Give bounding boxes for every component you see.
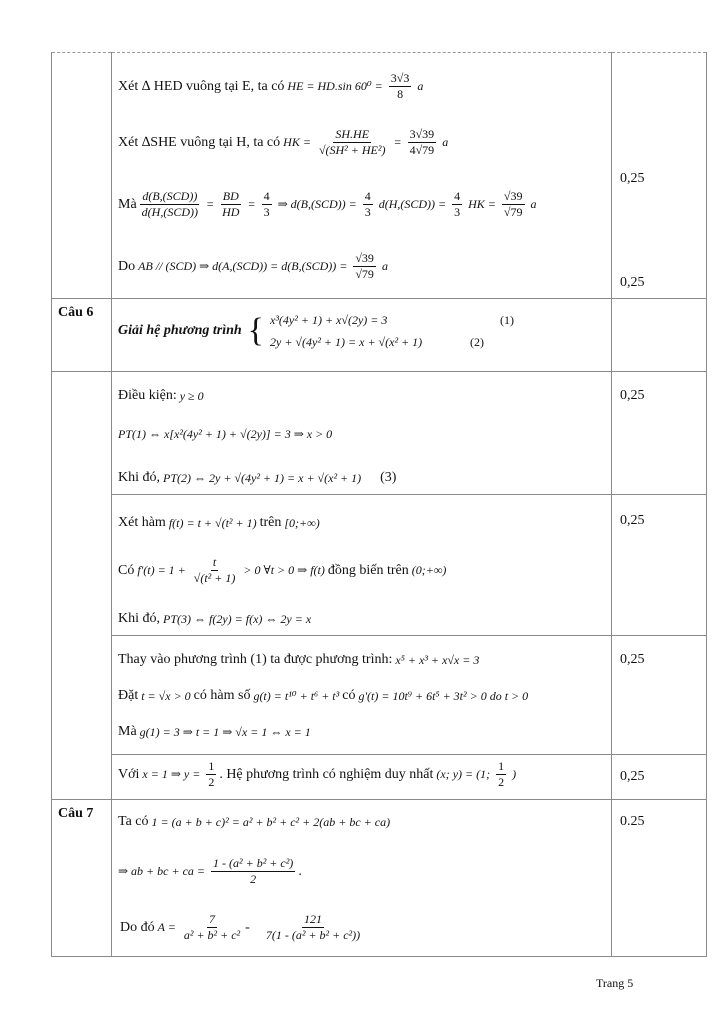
math: PT(1) ⇔ x[x²(4y² + 1) + √(2y)] = 3 ⇒ x > 0 (118, 427, 333, 441)
math: HK = (468, 197, 496, 211)
math: g(t) = t¹⁰ + t⁶ + t³ (253, 688, 340, 703)
fraction (317, 127, 388, 158)
score-cell (612, 495, 707, 636)
score: 0.25 (620, 814, 645, 829)
numerator: SH.HE (335, 127, 370, 141)
math: f(t) = t + √(t² + 1) (168, 515, 257, 530)
score-cell (612, 299, 707, 372)
content-cell (112, 495, 612, 636)
line (118, 189, 540, 220)
line (118, 251, 391, 282)
math: d(H,(SCD)) = (378, 197, 447, 211)
content-cell (112, 372, 612, 495)
denominator: HD (222, 205, 240, 219)
math: f'(t) = 1 + (137, 563, 186, 577)
text: Khi đó, (118, 611, 160, 626)
text: Khi đó, (118, 470, 160, 485)
numerator: 7 (209, 912, 215, 926)
numerator: 4 (364, 189, 371, 203)
score-cell (612, 372, 707, 495)
equation (267, 331, 517, 353)
numerator: √39 (503, 189, 523, 203)
numerator: 3√3 (390, 71, 410, 85)
numerator: √39 (355, 251, 374, 265)
denominator: 3 (454, 205, 461, 219)
line (118, 71, 426, 102)
line (120, 912, 365, 943)
denominator: 4√79 (409, 143, 435, 157)
text: . Hệ phương trình có nghiệm duy nhất (219, 766, 434, 782)
content-cell (112, 299, 612, 372)
denominator: √79 (503, 205, 523, 219)
math: A = (157, 920, 176, 934)
math: (0;+∞) (411, 563, 447, 577)
text: Mà (118, 196, 137, 212)
denominator: 3 (263, 205, 270, 219)
math: HK = (283, 135, 311, 149)
denominator: a² + b² + c² (183, 928, 241, 942)
math: (x; y) = (1; (436, 767, 491, 781)
math: g'(t) = 10t⁹ + 6t⁵ + 3t² > 0 do t > 0 (358, 688, 529, 703)
math: g(1) = 3 ⇒ t = 1 ⇒ √x = 1 ⇔ x = 1 (139, 724, 311, 739)
text: đồng biến trên (327, 562, 409, 578)
fraction (140, 189, 200, 220)
line (118, 814, 393, 830)
score-cell (612, 800, 707, 957)
fraction (262, 189, 272, 220)
question-cell (52, 372, 112, 800)
denominator: 3 (364, 205, 371, 219)
math: ⇒ ab + bc + ca = (118, 864, 205, 878)
math: a (417, 79, 424, 93)
math: [0;+∞) (284, 515, 320, 530)
numerator: 1 (208, 759, 215, 773)
numerator: 1 - (a² + b² + c²) (213, 856, 294, 870)
solution-table (51, 52, 707, 957)
text: Có (118, 562, 135, 578)
text: Xét ∆SHE vuông tại H, ta có (118, 134, 281, 150)
line (118, 688, 531, 704)
math: x⁵ + x³ + x√x = 3 (395, 652, 480, 667)
math: AB // (SCD) ⇒ d(A,(SCD)) = d(B,(SCD)) = (138, 259, 348, 273)
denominator: √79 (355, 267, 374, 281)
text: có hàm số (193, 688, 251, 703)
math: 2y + √(4y² + 1) = x + √(x² + 1) (270, 335, 423, 349)
denominator: 7(1 - (a² + b² + c²)) (265, 928, 361, 942)
numerator: BD (222, 189, 239, 203)
line (118, 515, 323, 531)
numerator: d(B,(SCD)) (142, 189, 198, 203)
fraction (220, 189, 241, 220)
brace: { (247, 312, 264, 349)
equation-tag: (3) (380, 470, 397, 485)
fraction (452, 189, 462, 220)
equation-system (248, 309, 517, 353)
text: Xét ∆ HED vuông tại E, ta có (118, 78, 285, 94)
content-cell (112, 636, 612, 755)
score: 0,25 (620, 388, 645, 403)
fraction (353, 251, 376, 282)
score: 0,25 (620, 513, 645, 528)
line (118, 759, 519, 790)
numerator: 4 (263, 189, 270, 203)
fraction (182, 912, 242, 943)
line (118, 309, 517, 353)
text: Thay vào phương trình (1) ta được phương trình: (118, 652, 393, 667)
table-row (52, 800, 707, 957)
numerator: t (212, 555, 217, 569)
math: ⇒ d(B,(SCD)) = (277, 197, 357, 211)
math: HE = HD.sin 60⁰ = (287, 79, 383, 93)
question-cell (52, 53, 112, 299)
problem-title: Giải hệ phương trình (118, 323, 242, 338)
math: a (381, 259, 388, 273)
table-row (52, 53, 707, 299)
table-row (52, 495, 707, 636)
content-cell (112, 800, 612, 957)
table-row (52, 755, 707, 800)
score: 0,25 (620, 769, 645, 784)
score-cell (612, 755, 707, 800)
math: PT(2) ⇔ 2y + √(4y² + 1) = x + √(x² + 1) (163, 470, 362, 485)
score: 0,25 (620, 652, 645, 667)
numerator: 1 (498, 759, 505, 773)
line (118, 470, 396, 486)
denominator: √(t² + 1) (193, 571, 236, 585)
denominator: 8 (397, 87, 404, 101)
score-cell (612, 53, 707, 299)
text: Với (118, 766, 140, 782)
denominator: 2 (498, 775, 505, 789)
fraction (496, 759, 506, 790)
math: 1 = (a + b + c)² = a² + b² + c² + 2(ab + bc + ca) (151, 814, 391, 829)
denominator: 2 (250, 872, 257, 886)
line (118, 388, 207, 404)
line (118, 611, 314, 627)
text: Đặt (118, 688, 139, 703)
text: Xét hàm (118, 515, 166, 530)
line (118, 427, 335, 442)
line (118, 856, 302, 887)
math: = (206, 197, 215, 211)
math: ) (512, 767, 517, 781)
text: có (342, 688, 356, 703)
math: = (393, 135, 402, 149)
numerator: 121 (303, 912, 322, 926)
math: t = √x > 0 (141, 688, 191, 703)
equation (267, 309, 517, 331)
math: a (530, 197, 537, 211)
line (118, 127, 451, 158)
denominator: 2 (208, 775, 215, 789)
page-number: Trang 5 (596, 976, 634, 990)
denominator: d(H,(SCD)) (141, 205, 198, 219)
numerator: 3√39 (409, 127, 435, 141)
numerator: 4 (454, 189, 461, 203)
equation-tag: (2) (470, 335, 484, 349)
fraction (264, 912, 362, 943)
line (118, 555, 449, 586)
content-cell (112, 53, 612, 299)
fraction (192, 555, 238, 586)
text: Mà (118, 724, 137, 739)
math: x³(4y² + 1) + x√(2y) = 3 (270, 313, 388, 327)
equations (267, 309, 517, 353)
math: = (247, 197, 256, 211)
text: - (245, 919, 250, 935)
fraction (408, 127, 437, 158)
math: > 0 ∀t > 0 ⇒ f(t) (243, 563, 325, 577)
text: . (298, 863, 302, 879)
text: Do đó (120, 919, 155, 935)
math: x = 1 ⇒ y = (142, 767, 201, 781)
math: y ≥ 0 (179, 388, 204, 403)
text: Do (118, 258, 136, 274)
line (118, 724, 314, 740)
table-row (52, 636, 707, 755)
equation-tag: (1) (500, 313, 514, 327)
question-label: Câu 7 (52, 800, 112, 957)
denominator: √(SH² + HE²) (318, 143, 386, 157)
question-label: Câu 6 (52, 299, 112, 372)
fraction (502, 189, 525, 220)
fraction (363, 189, 373, 220)
math: a (442, 135, 449, 149)
text: Điều kiện: (118, 388, 177, 403)
table-row (52, 372, 707, 495)
score-cell (612, 636, 707, 755)
table-row (52, 299, 707, 372)
fraction (389, 71, 412, 102)
text: trên (259, 515, 282, 530)
score: 0,25 (620, 275, 645, 290)
math: PT(3) ⇔ f(2y) = f(x) ⇔ 2y = x (163, 611, 312, 626)
text: Ta có (118, 814, 149, 829)
fraction (206, 759, 216, 790)
score: 0,25 (620, 171, 645, 186)
line (118, 652, 482, 668)
content-cell (112, 755, 612, 800)
fraction (211, 856, 295, 887)
